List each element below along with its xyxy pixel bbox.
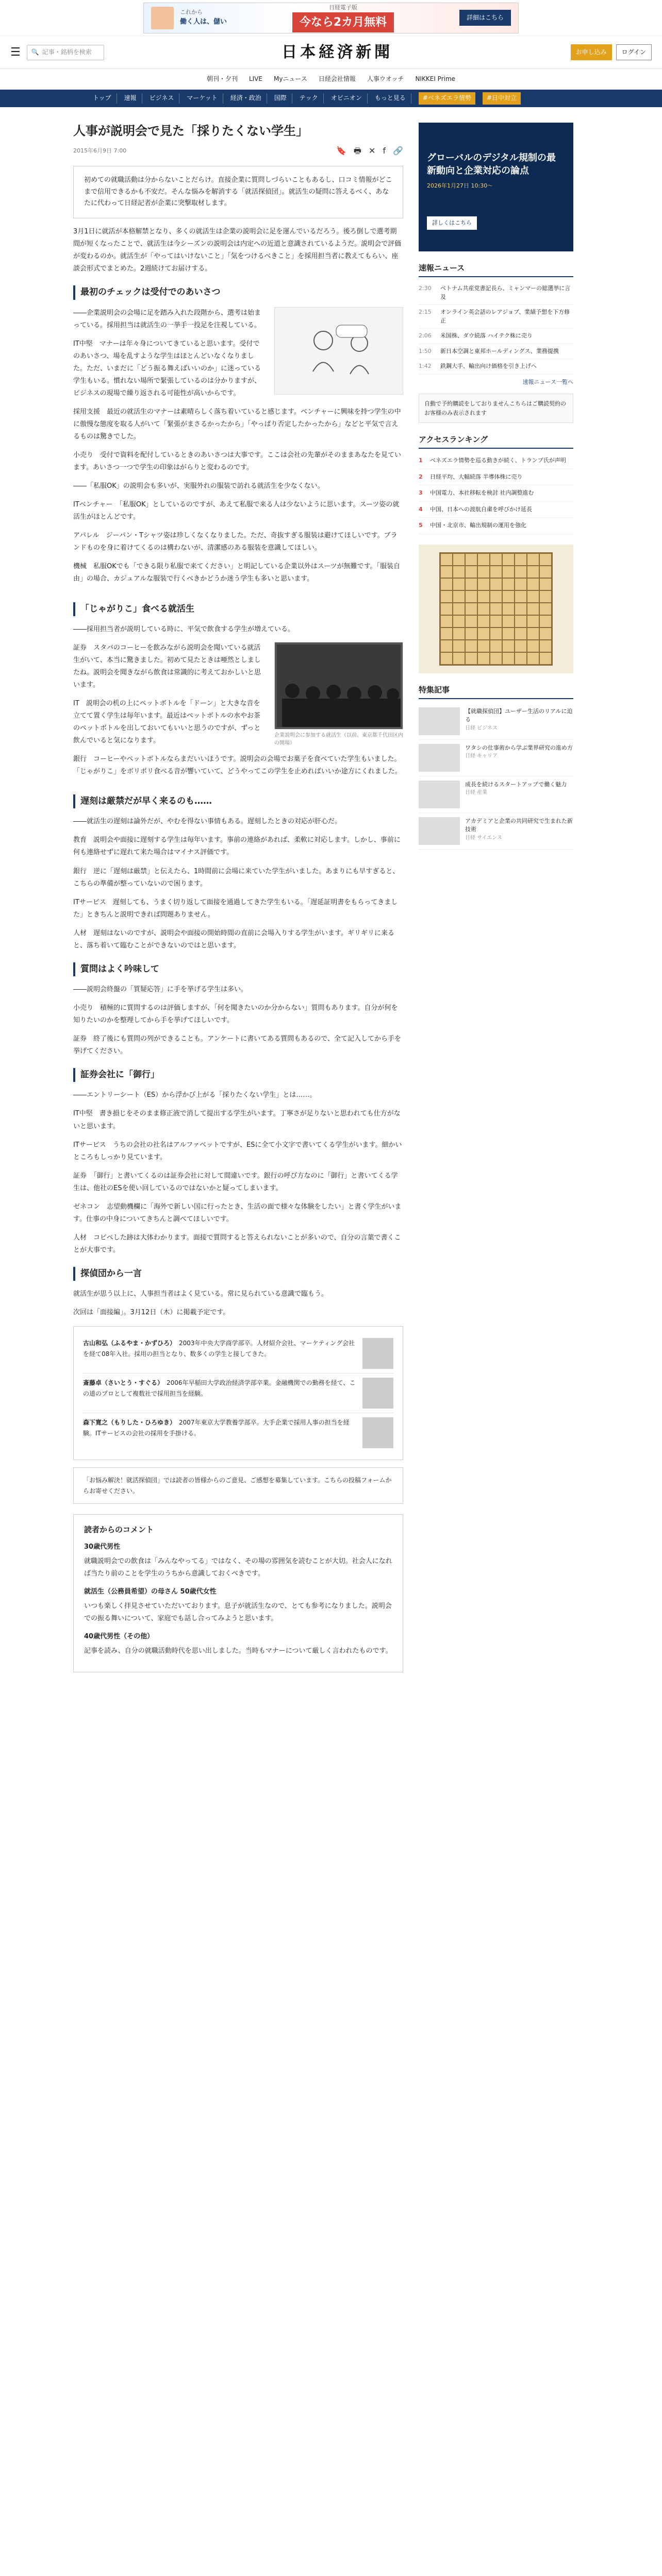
- ranking-list: [419, 453, 573, 534]
- news-time: 2:30: [419, 285, 432, 292]
- rank-number: 5: [419, 522, 423, 529]
- readers-heading: 読者からのコメント: [84, 1525, 154, 1534]
- feature-text: 【就職探偵団】ユーザー生活のリアルに迫る: [465, 707, 573, 723]
- member-desc: 2003年中央大学商学部卒。人材紹介会社、マーケティング会社を経て08年入社。採用の担当となり、数多くの学生と接してきた。: [83, 1340, 355, 1358]
- feature-thumbnail: [419, 744, 460, 772]
- breaking-news-heading: 速報ニュース: [419, 262, 573, 277]
- news-time: 1:50: [419, 347, 432, 354]
- feature-thumbnail: [419, 781, 460, 808]
- search-input[interactable]: [27, 45, 104, 60]
- nav-item-personnel[interactable]: 人事ウオッチ: [367, 75, 404, 82]
- photo-caption: 企業説明会に参加する就活生（以前、東京都千代田区内の開場）: [274, 732, 403, 746]
- paragraph: ――説明会終盤の「質疑応答」に手を挙げる学生は多い。: [73, 986, 248, 993]
- info-notice: 自動で予約購読をしておりませんこちらはご購読契約のお客様のみ表示されます: [419, 394, 573, 423]
- paragraph: 採用支援 最近の就活生のマナーは素晴らしく落ち着いていると感じます。ベンチャーに興味を持つ学生の中に傲慢な態度を取る人がいて「緊張がまさるかったから」「やっぱり否定したかったから」などと平気で言えるものは驚きでした。: [73, 408, 401, 441]
- seminar-photo: [274, 642, 403, 730]
- news-time: 2:06: [419, 332, 432, 339]
- feature-source: 日経 産業: [465, 790, 488, 796]
- reader-comment: いつも楽しく拝見させていただいております。息子が就活生なので、とても参考になりました。説明会での振る舞いについて、家庭でも話し合ってみようと思います。: [84, 1602, 392, 1622]
- rank-text: 中国・北京市、輸出規制の運用を強化: [430, 522, 526, 529]
- paragraph: 教育 説明会や面接に遅刻する学生は毎年います。事前の連絡があれば、柔軟に対応します。しかし、事前に何も連絡せずに遅れて来た場合はマイナス評価です。: [73, 836, 401, 857]
- paragraph: ――就活生の遅刻は論外だが、やむを得ない事情もある。遅刻したときの対応が肝心だ。: [73, 818, 342, 826]
- section-nav: [0, 90, 662, 107]
- ad-badge: 今なら2カ月無料: [292, 12, 394, 32]
- rank-number: 3: [419, 489, 423, 497]
- nav-item-newspaper[interactable]: 朝刊・夕刊: [206, 75, 238, 82]
- nav-breaking[interactable]: 速報: [119, 93, 142, 103]
- news-text: 鉄鋼大手、輸出向け価格を引き上げへ: [440, 363, 537, 369]
- print-icon[interactable]: 🖶: [353, 146, 362, 156]
- paragraph: 証券 「御行」と書いてくるのは証券会社に対して間違いです。銀行の呼び方なのに「御行」と書いてくる学生は、他社のESを使い回しているのではないかと疑ってしまいます。: [73, 1172, 398, 1192]
- paragraph: アパレル ジーパン・Tシャツ姿は珍しくなくなりました。ただ、奇抜すぎる服装は避けてほしいです。ブランドものを身に着けてくるのは構わないが、清潔感のある服装を意識してほしい。: [73, 532, 398, 552]
- news-text: 米国株、ダウ続落 ハイテク株に売り: [440, 332, 533, 339]
- paragraph: 人材 遅刻はないのですが、説明会や面接の開始時間の直前に会場入りする学生がいます。ギリギリに来ると、落ち着いて臨むことができないのではと思います。: [73, 929, 394, 950]
- sidebar: [419, 123, 573, 1672]
- ad-button[interactable]: 詳細はこちら: [459, 10, 511, 26]
- news-item[interactable]: [419, 305, 573, 329]
- section-heading: 「じゃがりこ」食べる就活生: [73, 602, 403, 616]
- reader-label: 40歳代男性（その他）: [84, 1632, 154, 1640]
- news-time: 2:15: [419, 309, 432, 315]
- article-lead: 初めての就職活動は分からないことだらけ。直接企業に質問しづらいこともあるし、口コミ情報がどこまで信用できるかも不安だ。そんな悩みを解消する「就活探偵団」。就活生の疑問に答えるべく、あなたに代わって日経記者が企業に突撃取材します。: [73, 166, 403, 218]
- search-icon: 🔍: [31, 48, 39, 56]
- breaking-news-list: [419, 281, 573, 375]
- nav-item-live[interactable]: LIVE: [249, 75, 262, 82]
- rank-text: 日経平均、大幅続落 半導体株に売り: [430, 473, 523, 480]
- paragraph: 機械 私服OKでも「できる限り私服で来てください」と明記している企業以外はスーツが無難です。「服装自由」の場合、カジュアルな服装で行くべきかどうか迷う学生も多いと思います。: [73, 563, 401, 583]
- news-item[interactable]: [419, 281, 573, 305]
- article-date: 2015年6月9日 7:00: [73, 147, 127, 155]
- rank-item[interactable]: [419, 518, 573, 534]
- nav-business[interactable]: ビジネス: [144, 93, 180, 103]
- paragraph: ITサービス うちの会社の社名はアルファベットですが、ESに全て小文字で書いてくる学生がいます。細かいところもしっかり見ています。: [73, 1141, 402, 1161]
- ad-line2: 働く人は、儲い: [180, 18, 227, 26]
- subscribe-button[interactable]: お申し込み: [571, 44, 612, 60]
- news-more-link[interactable]: 速報ニュース一覧へ: [522, 378, 573, 385]
- rank-number: 2: [419, 473, 423, 480]
- link-share-icon[interactable]: 🔗: [393, 146, 403, 156]
- section-heading: 最初のチェックは受付でのあいさつ: [73, 285, 403, 299]
- paragraph: 小売り 受付で資料を配付しているときのあいさつは大事です。ここは会社の先輩がそのままあなたを見ています。あいさつ一つで学生の印象はがらりと変わるのです。: [73, 451, 401, 472]
- article-main: [73, 123, 403, 1672]
- sidebar-advertisement[interactable]: [419, 123, 573, 251]
- ad-brand: 日経電子版: [329, 4, 357, 11]
- detective-members: [73, 1326, 403, 1460]
- member-photo: [362, 1338, 393, 1369]
- feature-text: ワタシの仕事術から学ぶ業界研究の進め方: [465, 744, 573, 751]
- article-body: [73, 226, 403, 1672]
- nav-tag-venezuela[interactable]: #ベネズエラ情勢: [419, 92, 475, 104]
- site-header: [0, 36, 662, 69]
- news-text: オンライン英会話のレアジョブ、業績予想を下方修正: [440, 309, 570, 324]
- news-time: 1:42: [419, 363, 432, 369]
- paragraph: ITサービス 遅刻しても、うまく切り返して面接を通過してきた学生もいる。「遅延証明書をもらってきました」ときちんと説明できれば問題ありません。: [73, 898, 398, 919]
- reader-label: 30歳代男性: [84, 1543, 121, 1551]
- top-advertisement[interactable]: [0, 0, 662, 36]
- go-board-advertisement[interactable]: [419, 545, 573, 673]
- nav-top[interactable]: トップ: [88, 93, 117, 103]
- rank-number: 1: [419, 457, 423, 464]
- rank-text: 中国、日本への渡航自粛を呼びかけ延長: [430, 505, 532, 513]
- nav-market[interactable]: マーケット: [181, 93, 223, 103]
- feature-thumbnail: [419, 817, 460, 845]
- share-bar: [336, 144, 403, 158]
- paragraph: 銀行 逆に「遅刻は厳禁」と伝えたら、1時間前に会場に来ていた学生がいました。あまりにも早すぎると、こちらの準備が整っていないので困ります。: [73, 867, 400, 888]
- sidebar-ad-date: 2026年1月27日 10:30〜: [427, 182, 493, 190]
- feature-card[interactable]: [419, 703, 573, 740]
- member-photo: [362, 1417, 393, 1448]
- sidebar-ad-button[interactable]: 詳しくはこちら: [427, 216, 477, 230]
- paragraph: 3月1日に就活が本格解禁となり、多くの就活生は企業の説明会に足を運んでいるだろう。後ろ倒しで選考期間が短くなったことで、就活生は今シーズンの説明会は内定への近道と意識されているようだ。説明会で評価が変わるのか。就活生が「やってはいけないこと」「気をつけるべきこと」を採用担当者に教えてもらい、座談会形式でまとめた。2週続けてお届けする。: [73, 228, 402, 273]
- site-logo[interactable]: 日本経済新聞: [282, 43, 393, 61]
- hamburger-menu-icon[interactable]: ☰: [10, 45, 21, 59]
- illustration-image: [274, 307, 403, 395]
- login-button[interactable]: ログイン: [616, 44, 652, 60]
- nav-tech[interactable]: テック: [294, 93, 324, 103]
- nav-opinion[interactable]: オピニオン: [326, 93, 368, 103]
- figure-illustration: [274, 307, 403, 395]
- paragraph: ――エントリーシート（ES）から浮かび上がる「採りたくない学生」とは……。: [73, 1091, 317, 1099]
- reader-comments: [73, 1514, 403, 1672]
- member-desc: 2007年東京大学教養学部卒。大手企業で採用人事の担当を経験。ITサービスの会社の採用を手掛ける。: [83, 1419, 350, 1437]
- member-row: [83, 1334, 393, 1374]
- facebook-share-icon[interactable]: f: [383, 146, 386, 156]
- bookmark-icon[interactable]: 🔖: [336, 146, 346, 156]
- nav-economy[interactable]: 経済・政治: [225, 93, 267, 103]
- paragraph: 小売り 積極的に質問するのは評価しますが、「何を聞きたいのか分からない」質問もあります。自分が何を知りたいのかを整理してから手を挙げてほしいです。: [73, 1004, 398, 1025]
- member-name: 古山和弘（ふるやま・かずひろ）: [83, 1340, 173, 1347]
- paragraph: 人材 コピペした跡は大体わかります。面接で質問すると答えられないことが多いので、自分の言葉で書くことが大事です。: [73, 1233, 401, 1254]
- ad-banner[interactable]: [143, 3, 519, 33]
- nav-tag-japan-china[interactable]: #日中対立: [483, 92, 521, 104]
- sidebar-ad-headline: グローバルのデジタル規制の最新動向と企業対応の論点: [427, 152, 556, 177]
- article-title: 人事が説明会で見た「採りたくない学生」: [73, 124, 308, 138]
- paragraph: IT中堅 マナーは年々身についてきていると思います。受付でのあいさつ、場を乱すような学生はほとんどいなくなりました。ただ、いまだに「どう振る舞えばいいのか」に迷っている学生もいる。慣れない場所で緊張しているのは分かりますが、ビジネスの現場で繰り返される可能性が高いからです。: [73, 340, 261, 397]
- search-placeholder: 記事・銘柄を検索: [42, 48, 92, 56]
- nav-more[interactable]: もっと見る: [370, 93, 411, 103]
- section-heading: 探偵団から一言: [73, 1267, 403, 1281]
- paragraph: ITベンチャー 「私服OK」としているのですが、あえて私服で来る人は少ないように思います。スーツ姿の就活生がほとんどです。: [73, 501, 400, 521]
- feature-source: 日経 サイエンス: [465, 835, 502, 841]
- go-board-image: [439, 552, 553, 666]
- paragraph: ――採用担当者が説明している時に、平気で飲食する学生が増えている。: [73, 625, 295, 633]
- nav-item-mynews[interactable]: Myニュース: [273, 75, 307, 82]
- figure-photo: [274, 642, 403, 747]
- section-heading: 質問はよく吟味して: [73, 962, 403, 976]
- rank-item[interactable]: [419, 453, 573, 469]
- feature-card[interactable]: [419, 776, 573, 813]
- paragraph: 証券 スタバのコーヒーを飲みながら説明会を聞いている就活生がいて、本当に驚きました。初めて見たときは唖然としましたね。説明会を聞きながら飲食は常識的に考えておかしいと思います。: [73, 643, 261, 689]
- ad-image: [151, 7, 174, 29]
- member-photo: [362, 1378, 393, 1409]
- member-row: [83, 1374, 393, 1413]
- feature-card[interactable]: [419, 813, 573, 850]
- news-item[interactable]: [419, 344, 573, 360]
- news-item[interactable]: [419, 359, 573, 375]
- ad-line1: これから: [180, 9, 203, 16]
- member-row: [83, 1413, 393, 1452]
- news-text: ベトナム共産党書記長ら、ミャンマーの総選挙に言及: [440, 285, 571, 300]
- feature-text: 成長を続けるスタートアップで働く魅力: [465, 781, 567, 788]
- feature-source: 日経 ビジネス: [465, 725, 498, 731]
- call-for-feedback: [73, 1467, 403, 1504]
- feature-thumbnail: [419, 707, 460, 735]
- reader-comment: 就職説明会での飲食は「みんなやってる」ではなく、その場の雰囲気を読むことが大切。社会人になれば当たり前のことを学生のうちから意識しておくべきです。: [84, 1557, 392, 1578]
- x-share-icon[interactable]: ✕: [369, 146, 376, 156]
- rank-text: 中国電力、本社移転を検討 社内調整進む: [430, 489, 534, 497]
- rank-item[interactable]: [419, 485, 573, 502]
- news-item[interactable]: [419, 329, 573, 344]
- paragraph: ――企業説明会の会場に足を踏み入れた段階から、選考は始まっている。採用担当は就活生の一挙手一投足を注視している。: [73, 309, 261, 329]
- ranking-heading: アクセスランキング: [419, 433, 573, 449]
- paragraph: 次回は「面接編」。3月12日（木）に掲載予定です。: [73, 1309, 230, 1317]
- paragraph: 就活生が思う以上に、人事担当者はよく見ている。常に見られている意識で臨もう。: [73, 1290, 328, 1298]
- member-desc: 2006年早稲田大学政治経済学部卒業。金融機関での勤務を経て、この道のプロとして複数社で採用担当を経験。: [83, 1379, 356, 1397]
- paragraph: ――「私服OK」の説明会も多いが、実服外れの服装で訪れる就活生を少なくない。: [73, 482, 324, 490]
- nav-item-prime[interactable]: NIKKEI Prime: [415, 75, 456, 82]
- paragraph: 証券 終了後にも質問の列ができることも。アンケートに書いてある質問もあるので、全て記入してから手を挙げてください。: [73, 1035, 401, 1056]
- feature-heading: 特集記事: [419, 684, 573, 699]
- primary-nav: [0, 69, 662, 90]
- reader-comment: 記事を読み、自分の就職活動時代を思い出しました。当時もマナーについて厳しく言われたものです。: [84, 1647, 392, 1655]
- rank-text: ベネズエラ情勢を巡る動きが続く、トランプ氏が声明: [430, 457, 566, 464]
- nav-world[interactable]: 国際: [269, 93, 292, 103]
- rank-number: 4: [419, 505, 423, 513]
- nav-item-company-info[interactable]: 日経会社情報: [318, 75, 356, 82]
- section-heading: 遅刻は厳禁だが早く来るのも……: [73, 794, 403, 808]
- paragraph: IT中堅 書き損じをそのまま修正液で消して提出する学生がいます。丁寧さが足りないと思われても仕方がないと思います。: [73, 1110, 401, 1130]
- news-text: 新日本空調と東邦ホールディングス、業務提携: [440, 347, 559, 354]
- section-heading: 証券会社に「御行」: [73, 1068, 403, 1082]
- rank-item[interactable]: [419, 469, 573, 486]
- paragraph: 銀行 コーヒーやペットボトルならまだいいほうです。説明会の会場でお菓子を食べていた学生もいました。「じゃがりこ」をボリボリ食べる音が響いていて、どうやってこの学生を止めればいいか途方にくれました。: [73, 755, 402, 776]
- rank-item[interactable]: [419, 502, 573, 518]
- feature-source: 日経 キャリア: [465, 753, 498, 759]
- paragraph: ゼネコン 志望動機欄に「海外で新しい国に行ったとき、生活の面で様々な体験をしたい」と書く学生がいます。仕事の中身についてきちんと調べてほしいです。: [73, 1202, 402, 1223]
- member-name: 森下寛之（もりした・ひろゆき）: [83, 1419, 173, 1427]
- feature-text: アカデミアと企業の共同研究で生まれた新技術: [465, 817, 573, 833]
- feature-card[interactable]: [419, 740, 573, 776]
- reader-label: 就活生（公務員希望）の母さん 50歳代女性: [84, 1588, 217, 1596]
- member-name: 斎藤卓（さいとう・すぐる）: [83, 1379, 161, 1387]
- paragraph: IT 説明会の机の上にペットボトルを「ドーン」と大きな音を立てて置く学生は毎年います。最近はペットボトルの水やお茶のペットボトルを出しておいてもいいと思うのですが、ずっと飲んでいると気になります。: [73, 699, 261, 745]
- feedback-text: 「お悩み解決！就活探偵団」では読者の皆様からのご意見、ご感想を募集しています。こちらの投稿フォームからお寄せください。: [83, 1477, 392, 1495]
